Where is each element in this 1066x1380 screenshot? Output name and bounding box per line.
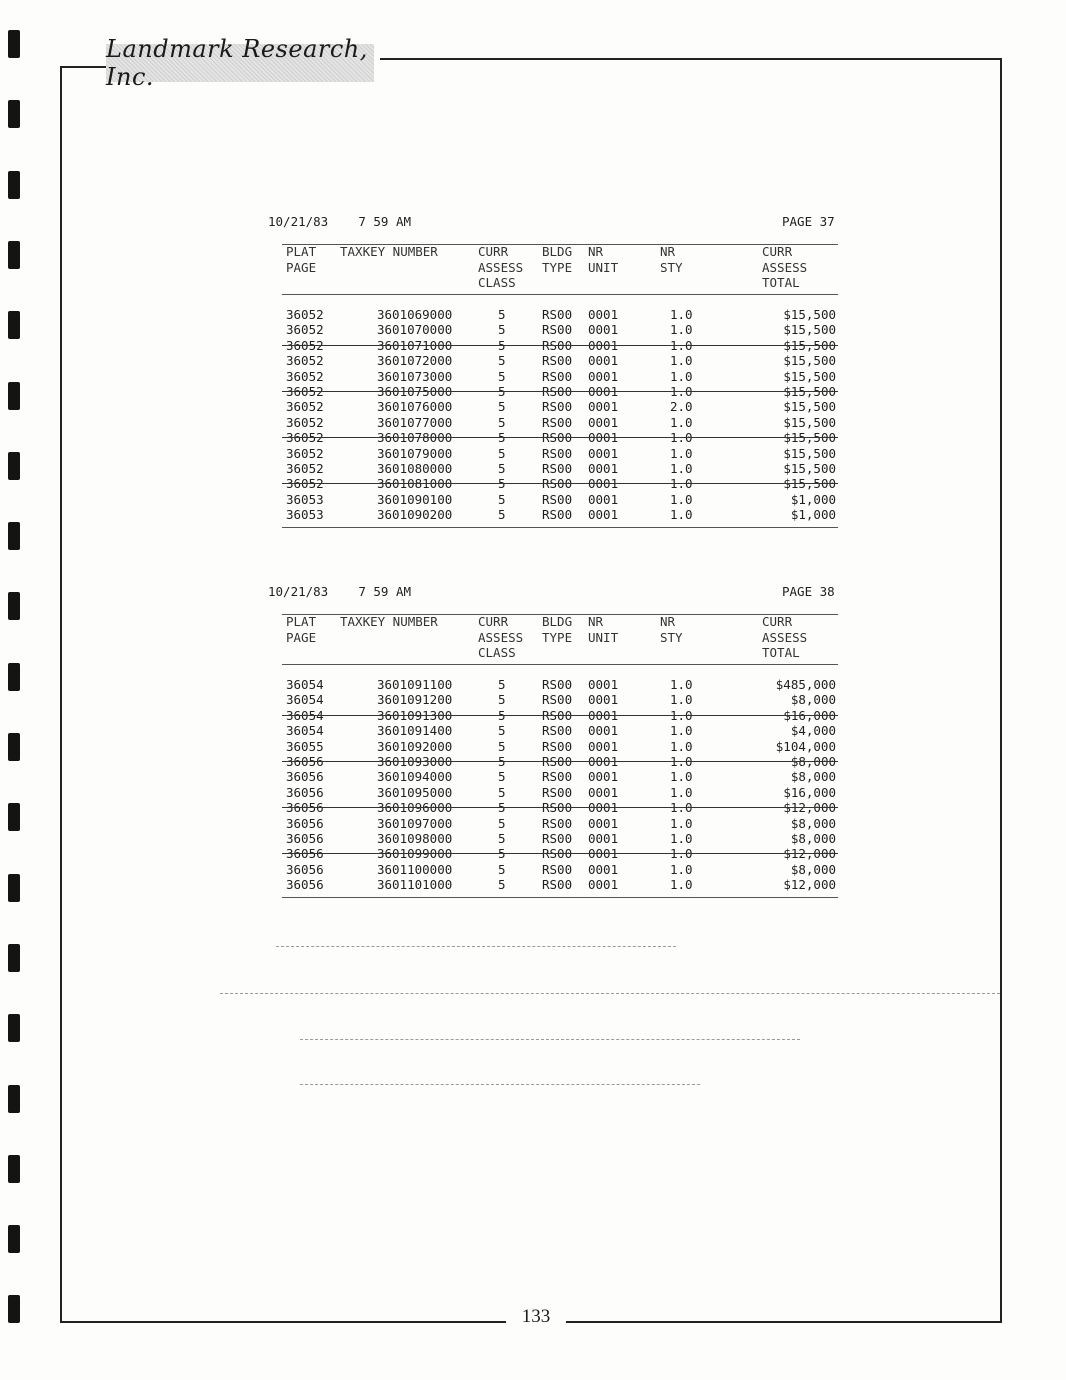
assess-total: $12,000 <box>783 877 836 893</box>
plat-page: 36056 <box>286 769 324 785</box>
assess-total: $8,000 <box>790 754 836 769</box>
report-time: 7 59 AM <box>358 214 412 229</box>
table-row <box>0 399 1066 414</box>
faint-rule <box>300 1039 800 1040</box>
table-row <box>0 384 1066 399</box>
table-row <box>0 723 1066 738</box>
binder-hole <box>8 1014 20 1042</box>
table-row <box>0 369 1066 384</box>
nr-unit: 0001 <box>588 461 619 476</box>
report-date: 10/21/83 <box>268 214 329 229</box>
nr-unit: 0001 <box>588 414 619 430</box>
nr-unit: 0001 <box>588 831 619 846</box>
page-frame-top-right <box>380 58 1002 60</box>
table-rule-end <box>282 897 838 898</box>
assess-total: $8,000 <box>790 815 836 831</box>
assess-class: 5 <box>498 384 506 399</box>
strikethrough-line <box>282 807 838 808</box>
assess-total: $8,000 <box>790 769 836 785</box>
nr-sty: 1.0 <box>670 738 693 754</box>
header-rule-bottom <box>282 294 838 295</box>
assess-class: 5 <box>498 430 506 446</box>
bldg-type: RS00 <box>542 846 573 862</box>
assess-class: 5 <box>498 491 506 507</box>
plat-page: 36053 <box>286 491 324 507</box>
nr-sty: 1.0 <box>670 692 693 708</box>
nr-sty: 1.0 <box>670 307 693 322</box>
taxkey-number: 3601075000 <box>377 384 453 399</box>
table-row <box>0 446 1066 461</box>
assess-total: $15,500 <box>783 445 836 461</box>
bldg-type: RS00 <box>542 800 573 816</box>
bldg-type: RS00 <box>542 414 573 430</box>
assess-class: 5 <box>498 507 506 523</box>
nr-unit: 0001 <box>588 307 619 322</box>
nr-unit: 0001 <box>588 754 619 769</box>
bldg-type: RS00 <box>542 677 573 692</box>
assess-class: 5 <box>498 476 506 492</box>
column-header-class: CURR ASSESS CLASS <box>478 244 524 290</box>
nr-unit: 0001 <box>588 692 619 708</box>
plat-page: 36052 <box>286 384 324 399</box>
nr-unit: 0001 <box>588 322 619 338</box>
bldg-type: RS00 <box>542 461 573 476</box>
page-frame-bottom-left <box>60 1321 506 1323</box>
nr-sty: 1.0 <box>670 861 693 877</box>
taxkey-number: 3601091100 <box>377 677 453 692</box>
nr-sty: 1.0 <box>670 430 693 446</box>
nr-sty: 1.0 <box>670 769 693 785</box>
assess-total: $15,500 <box>783 322 836 338</box>
assess-total: $12,000 <box>783 846 836 862</box>
nr-sty: 1.0 <box>670 491 693 507</box>
assess-total: $1,000 <box>790 507 836 523</box>
plat-page: 36052 <box>286 353 324 369</box>
plat-page: 36053 <box>286 507 324 523</box>
plat-page: 36052 <box>286 414 324 430</box>
faint-rule <box>276 946 676 947</box>
plat-page: 36052 <box>286 461 324 476</box>
assess-class: 5 <box>498 322 506 338</box>
assess-class: 5 <box>498 707 506 723</box>
assess-total: $4,000 <box>790 723 836 739</box>
table-row <box>0 785 1066 800</box>
assess-class: 5 <box>498 738 506 754</box>
assess-total: $15,500 <box>783 307 836 322</box>
taxkey-number: 3601090200 <box>377 507 453 523</box>
assess-class: 5 <box>498 461 506 476</box>
nr-sty: 1.0 <box>670 322 693 338</box>
assess-total: $8,000 <box>790 831 836 846</box>
assess-class: 5 <box>498 307 506 322</box>
bldg-type: RS00 <box>542 368 573 384</box>
bldg-type: RS00 <box>542 491 573 507</box>
table-row <box>0 708 1066 723</box>
taxkey-number: 3601101000 <box>377 877 453 893</box>
assess-total: $15,500 <box>783 414 836 430</box>
nr-sty: 1.0 <box>670 353 693 369</box>
binder-hole <box>8 592 20 620</box>
bldg-type: RS00 <box>542 707 573 723</box>
bldg-type: RS00 <box>542 353 573 369</box>
plat-page: 36056 <box>286 800 324 816</box>
taxkey-number: 3601097000 <box>377 815 453 831</box>
binder-hole <box>8 241 20 269</box>
assess-class: 5 <box>498 877 506 893</box>
nr-unit: 0001 <box>588 800 619 816</box>
taxkey-number: 3601094000 <box>377 769 453 785</box>
assess-total: $104,000 <box>775 738 836 754</box>
binder-hole <box>8 1225 20 1253</box>
bldg-type: RS00 <box>542 307 573 322</box>
binder-hole <box>8 944 20 972</box>
bldg-type: RS00 <box>542 784 573 800</box>
table-row <box>0 322 1066 337</box>
taxkey-number: 3601099000 <box>377 846 453 862</box>
plat-page: 36054 <box>286 707 324 723</box>
taxkey-number: 3601095000 <box>377 784 453 800</box>
bldg-type: RS00 <box>542 507 573 523</box>
taxkey-number: 3601091400 <box>377 723 453 739</box>
report-date: 10/21/83 <box>268 584 329 599</box>
table-row <box>0 769 1066 784</box>
nr-sty: 1.0 <box>670 445 693 461</box>
plat-page: 36052 <box>286 430 324 446</box>
table-row <box>0 800 1066 815</box>
assess-class: 5 <box>498 815 506 831</box>
nr-sty: 1.0 <box>670 461 693 476</box>
plat-page: 36056 <box>286 754 324 769</box>
column-header-total: CURR ASSESS TOTAL <box>762 244 808 290</box>
column-header-plat: PLAT PAGE <box>286 614 317 645</box>
bldg-type: RS00 <box>542 877 573 893</box>
plat-page: 36052 <box>286 368 324 384</box>
table-row <box>0 353 1066 368</box>
page-number: 133 <box>521 1306 551 1327</box>
nr-unit: 0001 <box>588 491 619 507</box>
nr-sty: 1.0 <box>670 507 693 523</box>
nr-sty: 1.0 <box>670 707 693 723</box>
taxkey-number: 3601090100 <box>377 491 453 507</box>
nr-unit: 0001 <box>588 877 619 893</box>
nr-unit: 0001 <box>588 815 619 831</box>
nr-unit: 0001 <box>588 846 619 862</box>
binder-hole <box>8 1085 20 1113</box>
nr-unit: 0001 <box>588 368 619 384</box>
bldg-type: RS00 <box>542 831 573 846</box>
report-time: 7 59 AM <box>358 584 412 599</box>
nr-unit: 0001 <box>588 769 619 785</box>
assess-total: $16,000 <box>783 707 836 723</box>
nr-unit: 0001 <box>588 430 619 446</box>
nr-unit: 0001 <box>588 723 619 739</box>
plat-page: 36052 <box>286 307 324 322</box>
assess-class: 5 <box>498 723 506 739</box>
taxkey-number: 3601070000 <box>377 322 453 338</box>
nr-sty: 1.0 <box>670 368 693 384</box>
binder-hole <box>8 1295 20 1323</box>
nr-unit: 0001 <box>588 445 619 461</box>
nr-sty: 1.0 <box>670 754 693 769</box>
assess-class: 5 <box>498 414 506 430</box>
table-rule-end <box>282 527 838 528</box>
assess-class: 5 <box>498 861 506 877</box>
table-row <box>0 338 1066 353</box>
strikethrough-line <box>282 853 838 854</box>
bldg-type: RS00 <box>542 815 573 831</box>
nr-sty: 1.0 <box>670 815 693 831</box>
strikethrough-line <box>282 437 838 438</box>
bldg-type: RS00 <box>542 430 573 446</box>
page-frame-bottom-right <box>566 1321 1002 1323</box>
plat-page: 36054 <box>286 677 324 692</box>
column-header-taxkey: TAXKEY NUMBER <box>340 244 438 259</box>
assess-class: 5 <box>498 692 506 708</box>
table-row <box>0 831 1066 846</box>
plat-page: 36054 <box>286 723 324 739</box>
taxkey-number: 3601093000 <box>377 754 453 769</box>
assess-total: $16,000 <box>783 784 836 800</box>
assess-class: 5 <box>498 337 506 353</box>
page-frame-top-left <box>60 66 106 68</box>
assess-total: $15,500 <box>783 353 836 369</box>
table-row <box>0 816 1066 831</box>
taxkey-number: 3601100000 <box>377 861 453 877</box>
assess-total: $15,500 <box>783 384 836 399</box>
taxkey-number: 3601073000 <box>377 368 453 384</box>
nr-sty: 1.0 <box>670 476 693 492</box>
binder-hole <box>8 30 20 58</box>
report-timestamp <box>268 214 411 229</box>
assess-total: $15,500 <box>783 476 836 492</box>
strikethrough-line <box>282 391 838 392</box>
column-header-nr_sty: NR STY <box>660 244 683 275</box>
nr-sty: 1.0 <box>670 414 693 430</box>
strikethrough-line <box>282 483 838 484</box>
column-header-total: CURR ASSESS TOTAL <box>762 614 808 660</box>
plat-page: 36056 <box>286 877 324 893</box>
assess-total: $15,500 <box>783 430 836 446</box>
column-header-class: CURR ASSESS CLASS <box>478 614 524 660</box>
taxkey-number: 3601071000 <box>377 337 453 353</box>
table-row <box>0 461 1066 476</box>
assess-total: $15,500 <box>783 368 836 384</box>
bldg-type: RS00 <box>542 769 573 785</box>
assess-class: 5 <box>498 769 506 785</box>
assess-class: 5 <box>498 677 506 692</box>
nr-unit: 0001 <box>588 861 619 877</box>
taxkey-number: 3601078000 <box>377 430 453 446</box>
taxkey-number: 3601076000 <box>377 399 453 415</box>
assess-total: $12,000 <box>783 800 836 816</box>
plat-page: 36056 <box>286 815 324 831</box>
bldg-type: RS00 <box>542 692 573 708</box>
bldg-type: RS00 <box>542 754 573 769</box>
nr-sty: 1.0 <box>670 723 693 739</box>
header-rule-bottom <box>282 664 838 665</box>
assess-total: $15,500 <box>783 399 836 415</box>
taxkey-number: 3601091300 <box>377 707 453 723</box>
report-page-label: PAGE 38 <box>782 584 835 599</box>
assess-class: 5 <box>498 754 506 769</box>
bldg-type: RS00 <box>542 738 573 754</box>
bldg-type: RS00 <box>542 399 573 415</box>
column-header-nr_unit: NR UNIT <box>588 614 619 645</box>
assess-class: 5 <box>498 800 506 816</box>
assess-class: 5 <box>498 353 506 369</box>
assess-class: 5 <box>498 399 506 415</box>
plat-page: 36055 <box>286 738 324 754</box>
plat-page: 36056 <box>286 846 324 862</box>
strikethrough-line <box>282 715 838 716</box>
plat-page: 36052 <box>286 445 324 461</box>
table-row <box>0 754 1066 769</box>
assess-total: $8,000 <box>790 861 836 877</box>
nr-unit: 0001 <box>588 476 619 492</box>
table-row <box>0 507 1066 522</box>
table-row <box>0 846 1066 861</box>
bldg-type: RS00 <box>542 384 573 399</box>
plat-page: 36052 <box>286 476 324 492</box>
assess-total: $15,500 <box>783 461 836 476</box>
bldg-type: RS00 <box>542 322 573 338</box>
column-header-bldg_type: BLDG TYPE <box>542 244 573 275</box>
column-header-nr_sty: NR STY <box>660 614 683 645</box>
column-header-bldg_type: BLDG TYPE <box>542 614 573 645</box>
taxkey-number: 3601072000 <box>377 353 453 369</box>
assess-class: 5 <box>498 784 506 800</box>
table-row <box>0 415 1066 430</box>
nr-sty: 1.0 <box>670 337 693 353</box>
taxkey-number: 3601079000 <box>377 445 453 461</box>
table-row <box>0 677 1066 692</box>
assess-class: 5 <box>498 846 506 862</box>
report-page-label: PAGE 37 <box>782 214 835 229</box>
nr-unit: 0001 <box>588 507 619 523</box>
taxkey-number: 3601096000 <box>377 800 453 816</box>
nr-unit: 0001 <box>588 677 619 692</box>
column-header-plat: PLAT PAGE <box>286 244 317 275</box>
nr-sty: 2.0 <box>670 399 693 415</box>
taxkey-number: 3601069000 <box>377 307 453 322</box>
assess-class: 5 <box>498 368 506 384</box>
binder-hole <box>8 171 20 199</box>
assess-class: 5 <box>498 831 506 846</box>
strikethrough-line <box>282 345 838 346</box>
nr-unit: 0001 <box>588 707 619 723</box>
table-row <box>0 692 1066 707</box>
binder-hole <box>8 1155 20 1183</box>
table-row <box>0 430 1066 445</box>
nr-unit: 0001 <box>588 384 619 399</box>
taxkey-number: 3601080000 <box>377 461 453 476</box>
table-row <box>0 492 1066 507</box>
table-row <box>0 877 1066 892</box>
plat-page: 36052 <box>286 337 324 353</box>
faint-rule <box>220 993 1000 994</box>
plat-page: 36054 <box>286 692 324 708</box>
assess-total: $15,500 <box>783 337 836 353</box>
taxkey-number: 3601081000 <box>377 476 453 492</box>
nr-sty: 1.0 <box>670 784 693 800</box>
binder-hole <box>8 100 20 128</box>
nr-sty: 1.0 <box>670 831 693 846</box>
plat-page: 36052 <box>286 322 324 338</box>
company-logo: Landmark Research, Inc. <box>106 44 374 82</box>
assess-total: $485,000 <box>775 677 836 692</box>
nr-sty: 1.0 <box>670 384 693 399</box>
plat-page: 36056 <box>286 831 324 846</box>
nr-sty: 1.0 <box>670 677 693 692</box>
plat-page: 36056 <box>286 861 324 877</box>
taxkey-number: 3601098000 <box>377 831 453 846</box>
bldg-type: RS00 <box>542 723 573 739</box>
binder-hole <box>8 522 20 550</box>
taxkey-number: 3601091200 <box>377 692 453 708</box>
table-row <box>0 476 1066 491</box>
nr-unit: 0001 <box>588 399 619 415</box>
plat-page: 36056 <box>286 784 324 800</box>
nr-sty: 1.0 <box>670 846 693 862</box>
column-header-taxkey: TAXKEY NUMBER <box>340 614 438 629</box>
plat-page: 36052 <box>286 399 324 415</box>
nr-unit: 0001 <box>588 353 619 369</box>
bldg-type: RS00 <box>542 337 573 353</box>
table-row <box>0 862 1066 877</box>
nr-unit: 0001 <box>588 337 619 353</box>
table-row <box>0 307 1066 322</box>
strikethrough-line <box>282 761 838 762</box>
faint-rule <box>300 1084 700 1085</box>
bldg-type: RS00 <box>542 476 573 492</box>
report-timestamp <box>268 584 411 599</box>
assess-total: $1,000 <box>790 491 836 507</box>
bldg-type: RS00 <box>542 445 573 461</box>
nr-unit: 0001 <box>588 738 619 754</box>
column-header-nr_unit: NR UNIT <box>588 244 619 275</box>
assess-class: 5 <box>498 445 506 461</box>
nr-unit: 0001 <box>588 784 619 800</box>
assess-total: $8,000 <box>790 692 836 708</box>
taxkey-number: 3601077000 <box>377 414 453 430</box>
table-row <box>0 739 1066 754</box>
nr-sty: 1.0 <box>670 877 693 893</box>
nr-sty: 1.0 <box>670 800 693 816</box>
bldg-type: RS00 <box>542 861 573 877</box>
taxkey-number: 3601092000 <box>377 738 453 754</box>
